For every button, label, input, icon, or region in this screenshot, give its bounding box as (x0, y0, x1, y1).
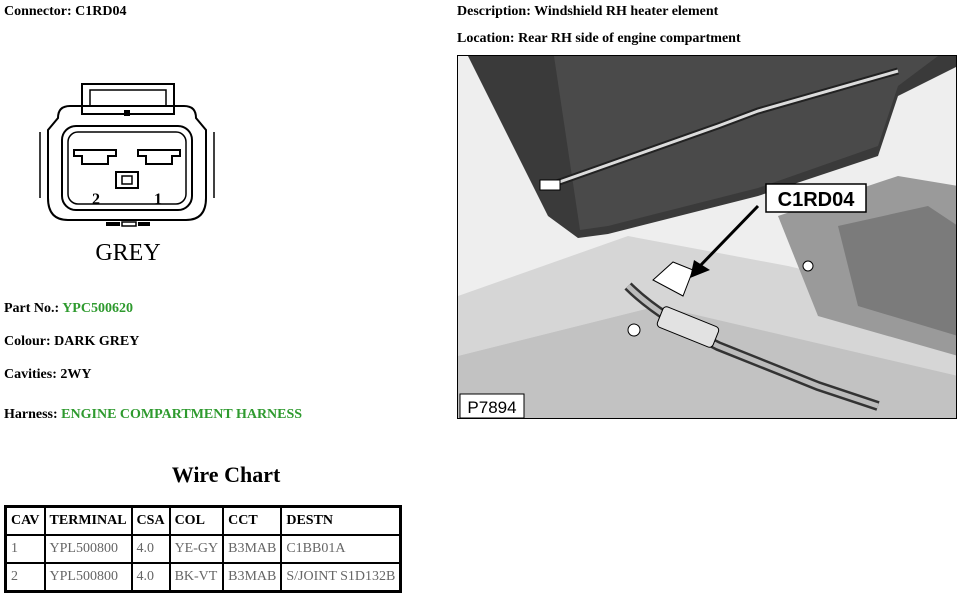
cell-cct: B3MAB (223, 563, 281, 591)
photo-ref-label: P7894 (467, 398, 517, 417)
harness-label: Harness: (4, 407, 58, 422)
header-col: COL (170, 507, 224, 535)
colour-line (4, 334, 139, 350)
cavities-value: 2WY (60, 367, 92, 382)
description-label: Description: (457, 4, 531, 19)
location-label: Location: (457, 31, 515, 46)
housing-colour-text: GREY (95, 240, 161, 266)
colour-value: DARK GREY (54, 334, 140, 349)
table-row (6, 535, 400, 563)
location-value: Rear RH side of engine compartment (518, 31, 741, 46)
header-cav: CAV (6, 507, 45, 535)
description-line (457, 4, 718, 20)
cell-cct: B3MAB (223, 535, 281, 563)
connector-line (4, 4, 127, 20)
part-no-line (4, 301, 133, 317)
harness-link[interactable]: ENGINE COMPARTMENT HARNESS (61, 407, 303, 422)
cell-col: YE-GY (170, 535, 224, 563)
cell-terminal: YPL500800 (45, 563, 132, 591)
connector-id: C1RD04 (75, 4, 127, 19)
table-header-row (6, 507, 400, 535)
part-no-label: Part No.: (4, 301, 60, 316)
header-destn: DESTN (281, 507, 400, 535)
cell-cav: 2 (6, 563, 45, 591)
description-value: Windshield RH heater element (534, 4, 719, 19)
engine-bay-drawing (458, 56, 957, 419)
table-row (6, 563, 400, 591)
colour-label: Colour: (4, 334, 51, 349)
connector-label: Connector: (4, 4, 72, 19)
photo-callout-label: C1RD04 (777, 189, 855, 211)
cell-csa: 4.0 (132, 535, 170, 563)
cavities-line (4, 367, 92, 383)
location-line (457, 31, 741, 47)
part-no-link[interactable]: YPC500620 (62, 301, 133, 316)
header-csa: CSA (132, 507, 170, 535)
header-terminal: TERMINAL (45, 507, 132, 535)
cell-destn: C1BB01A (281, 535, 400, 563)
cavities-label: Cavities: (4, 367, 57, 382)
cell-destn: S/JOINT S1D132B (281, 563, 400, 591)
header-cct: CCT (223, 507, 281, 535)
cell-terminal: YPL500800 (45, 535, 132, 563)
cell-col: BK-VT (170, 563, 224, 591)
pin-label-2: 2 (92, 191, 100, 208)
wire-chart-table (4, 505, 402, 593)
cell-csa: 4.0 (132, 563, 170, 591)
location-illustration (457, 55, 957, 419)
cell-cav: 1 (6, 535, 45, 563)
harness-line (4, 407, 302, 423)
pin-label-1: 1 (154, 191, 162, 208)
connector-face-diagram (30, 80, 220, 270)
wire-chart-title: Wire Chart (171, 462, 281, 487)
